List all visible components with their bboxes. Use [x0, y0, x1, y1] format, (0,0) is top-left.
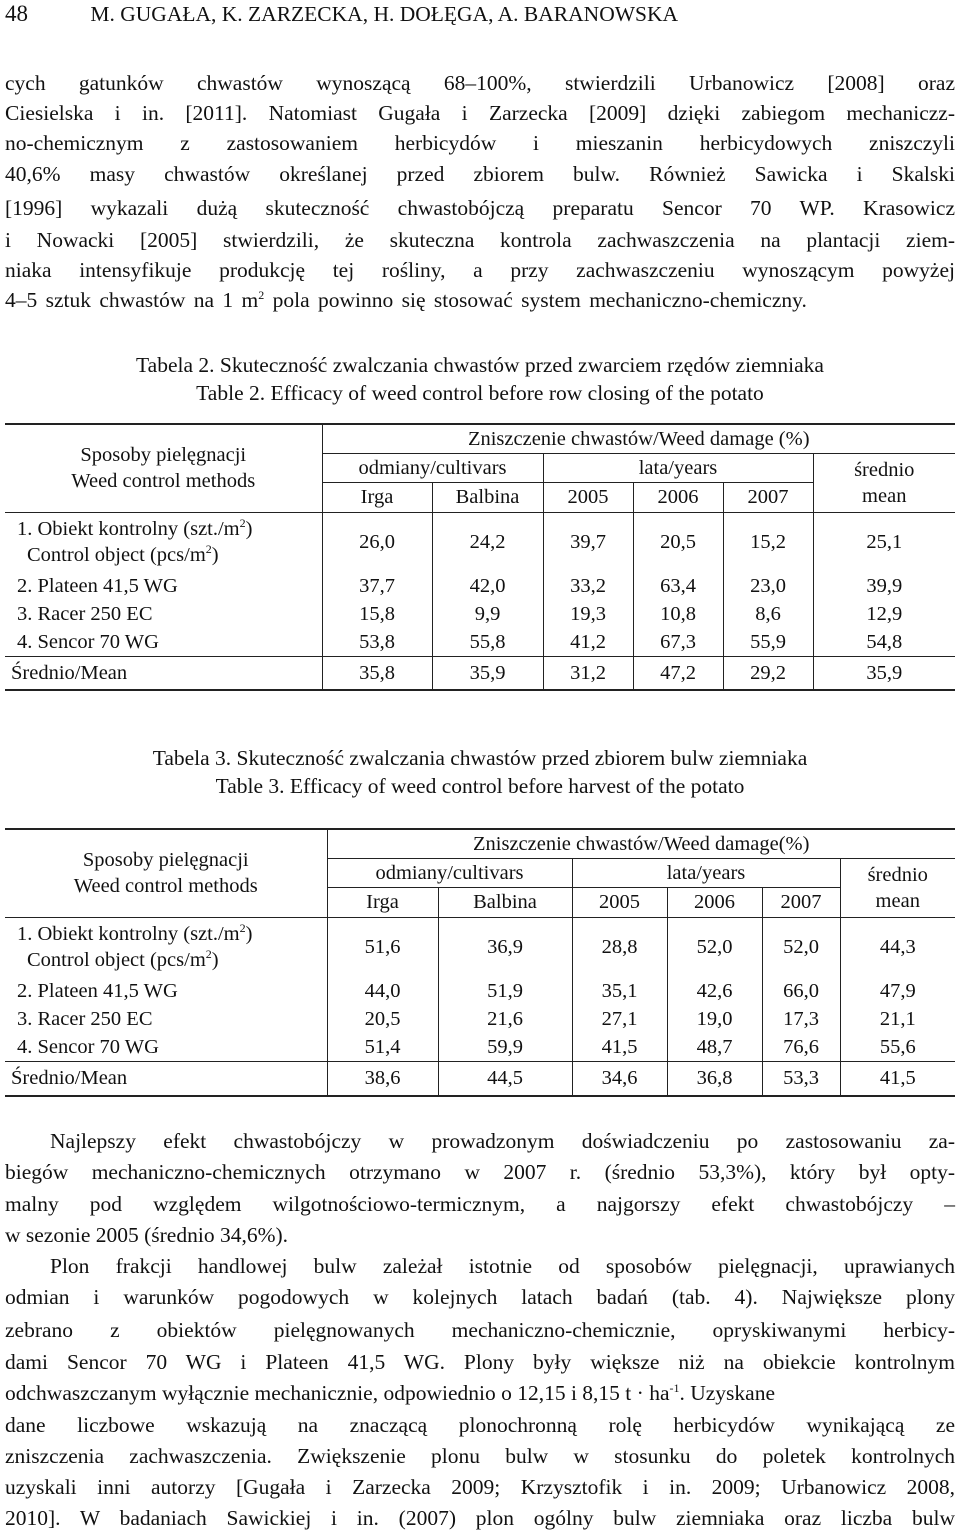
group-header: Zniszczenie chwastów/Weed damage (%) [322, 424, 955, 453]
running-header [5, 0, 678, 28]
text-line: niaka intensyfikuje produkcję tej rośliny, a przy zachwaszczeniu wynoszącym powyżej [5, 258, 955, 282]
cell: 34,6 [572, 1061, 667, 1096]
cell: 19,3 [543, 600, 633, 628]
header-text: Weed control methods [73, 875, 258, 898]
cell: 35,1 [572, 977, 667, 1005]
cell: 8,6 [723, 600, 813, 628]
header-text: mean [875, 889, 920, 912]
cell: 28,8 [572, 917, 667, 977]
cell: 21,1 [840, 1005, 955, 1033]
col-header: 2007 [723, 482, 813, 512]
table3-caption-en: Table 3. Efficacy of weed control before harvest of the potato [215, 774, 745, 798]
text-fragment: . Uzyskane [679, 1381, 776, 1405]
text-line: 40,6% masy chwastów określanej przed zbiorem bulw. Również Sawicka i Skalski [5, 162, 955, 186]
row-label: Średnio/Mean [11, 661, 128, 684]
col-header: Irga [322, 482, 432, 512]
text-fragment: 4–5 sztuk chwastów na 1 m [5, 288, 259, 312]
col-header: 2006 [667, 887, 762, 917]
text-line: Ciesielska i in. [2011]. Natomiast Gugała i Zarzecka [2009] dzięki zabiegom mechaniczz- [5, 101, 955, 125]
cultivars-header: odmiany/cultivars [322, 453, 543, 482]
cell: 67,3 [633, 628, 723, 656]
group-header: Zniszczenie chwastów/Weed damage(%) [327, 829, 955, 858]
text-line: Plon frakcji handlowej bulw zależał istotnie od sposobów pielęgnacji, uprawianych [50, 1254, 955, 1278]
cell: 44,3 [840, 917, 955, 977]
cell: 26,0 [322, 512, 432, 572]
cell: 41,5 [572, 1033, 667, 1061]
cell: 47,9 [840, 977, 955, 1005]
page-number: 48 [5, 1, 28, 26]
table-row [5, 917, 955, 977]
cell: 52,0 [762, 917, 840, 977]
cell: 17,3 [762, 1005, 840, 1033]
row-label: 1. Obiekt kontrolny $(szt./m^2)$ Control object $(pcs/m^2)$ [17, 516, 253, 567]
text-line: dami Sencor 70 WG i Plateen 41,5 WG. Plony były większe niż na obiekcie kontrolnym [5, 1350, 955, 1374]
cell: 19,0 [667, 1005, 762, 1033]
table-row-mean [5, 656, 955, 690]
row-label: 4. Sencor 70 WG [17, 630, 159, 653]
header-text: Sposoby pielęgnacji [80, 444, 247, 467]
text-line: [1996] wykazali dużą skuteczność chwastobójczą preparatu Sencor 70 WP. Krasowicz [5, 196, 955, 220]
cell: 53,8 [322, 628, 432, 656]
cell: 35,9 [432, 656, 543, 690]
cell: 39,7 [543, 512, 633, 572]
text-line: w sezonie 2005 (średnio 34,6%). [5, 1223, 289, 1247]
header-text: średnio [854, 458, 915, 481]
cell: 29,2 [723, 656, 813, 690]
row-label: 3. Racer 250 EC [17, 1008, 153, 1030]
mean-header [840, 858, 955, 917]
cell: 27,1 [572, 1005, 667, 1033]
header-text: Weed control methods [71, 470, 256, 493]
row-label: 3. Racer 250 EC [17, 603, 153, 625]
cell: 15,8 [322, 600, 432, 628]
cell: 66,0 [762, 977, 840, 1005]
cell: 59,9 [438, 1033, 572, 1061]
cell: 21,6 [438, 1005, 572, 1033]
table2-caption-en: Table 2. Efficacy of weed control before row closing of the potato [196, 381, 764, 405]
cell: 51,4 [327, 1033, 438, 1061]
text-line: odmian i warunków pogodowych w kolejnych latach badań (tab. 4). Największe plony [5, 1285, 955, 1309]
method-header [5, 829, 327, 917]
row-label: 4. Sencor 70 WG [17, 1035, 159, 1058]
cultivars-header: odmiany/cultivars [327, 858, 572, 887]
cell: 47,2 [633, 656, 723, 690]
cell: 54,8 [813, 628, 955, 656]
years-header: lata/years [572, 858, 840, 887]
text-line: no-chemicznym z zastosowaniem herbicydów i mieszanin herbicydowych zniszczyli [5, 131, 955, 155]
cell: 55,8 [432, 628, 543, 656]
cell: 41,2 [543, 628, 633, 656]
text-line: biegów mechaniczno-chemicznych otrzymano w 2007 r. (średnio 53,3%), który był opty- [5, 1160, 955, 1184]
cell: 20,5 [327, 1005, 438, 1033]
text-line: uzyskali inni autorzy [Gugała i Zarzecka 2009; Krzysztofik i in. 2009; Urbanowicz 2008, [5, 1475, 955, 1499]
cell: 51,6 [327, 917, 438, 977]
label-text: ) [211, 544, 219, 567]
superscript: 2 [205, 542, 212, 557]
cell: 33,2 [543, 572, 633, 600]
cell: 31,2 [543, 656, 633, 690]
table-row [5, 572, 955, 600]
cell: 10,8 [633, 600, 723, 628]
col-header: Balbina [438, 887, 572, 917]
cell: 41,5 [840, 1061, 955, 1096]
text-line: Najlepszy efekt chwastobójczy w prowadzonym doświadczeniu po zastosowaniu za- [50, 1129, 955, 1153]
text-line [5, 286, 955, 314]
cell: 15,2 [723, 512, 813, 572]
cell: 48,7 [667, 1033, 762, 1061]
mean-header [813, 453, 955, 512]
cell: 36,8 [667, 1061, 762, 1096]
superscript: 2 [239, 921, 246, 936]
text-line: cych gatunków chwastów wynoszącą 68–100%, stwierdzili Urbanowicz [2008] oraz [5, 71, 955, 95]
row-label: Średnio/Mean [11, 1067, 128, 1090]
cell: 35,9 [813, 656, 955, 690]
header-text: Sposoby pielęgnacji [82, 849, 249, 872]
years-header: lata/years [543, 453, 813, 482]
superscript: 2 [258, 287, 265, 302]
text-line: dane liczbowe wskazują na znaczącą plonochronną rolę herbicydów wynikającą ze [5, 1413, 955, 1437]
label-text: 1. Obiekt kontrolny (szt./m [17, 518, 240, 541]
text-line: malny pod względem wilgotnościowo-termicznym, a najgorszy efekt chwastobójczy – [5, 1192, 955, 1216]
superscript: 2 [205, 947, 212, 962]
row-label: 2. Plateen 41,5 WG [17, 980, 178, 1002]
cell: 24,2 [432, 512, 543, 572]
label-text: Control object (pcs/m [27, 949, 206, 972]
label-text: ) [211, 949, 219, 972]
table-row [5, 628, 955, 656]
text-line: zebrano z obiektów pielęgnowanych mechaniczno-chemicznie, opryskiwanymi herbicy- [5, 1318, 955, 1342]
header-text: średnio [867, 863, 928, 886]
method-header [5, 424, 322, 512]
col-header: 2007 [762, 887, 840, 917]
cell: 12,9 [813, 600, 955, 628]
text-line [5, 1379, 955, 1407]
row-label: 2. Plateen 41,5 WG [17, 575, 178, 597]
superscript: 2 [239, 516, 246, 531]
text-fragment: odchwaszczanym wyłącznie mechanicznie, odpowiednio o 12,15 i 8,15 t · ha [5, 1381, 670, 1405]
cell: 55,9 [723, 628, 813, 656]
table-row [5, 1033, 955, 1061]
cell: 53,3 [762, 1061, 840, 1096]
cell: 42,0 [432, 572, 543, 600]
col-header: 2005 [572, 887, 667, 917]
cell: 35,8 [322, 656, 432, 690]
cell: 42,6 [667, 977, 762, 1005]
cell: 76,6 [762, 1033, 840, 1061]
col-header: Balbina [432, 482, 543, 512]
text-line: 2010]. W badaniach Sawickiej i in. (2007) plon ogólny bulw ziemniaka oraz liczba bulw [5, 1506, 955, 1530]
cell: 52,0 [667, 917, 762, 977]
table2-caption-pl: Tabela 2. Skuteczność zwalczania chwastów przed zwarciem rzędów ziemniaka [136, 353, 824, 377]
label-text: 1. Obiekt kontrolny (szt./m [17, 923, 240, 946]
cell: 55,6 [840, 1033, 955, 1061]
text-line: i Nowacki [2005] stwierdzili, że skuteczna kontrola zachwaszczenia na plantacji ziem- [5, 228, 955, 252]
table-row [5, 977, 955, 1005]
cell: 51,9 [438, 977, 572, 1005]
cell: 23,0 [723, 572, 813, 600]
cell: 44,0 [327, 977, 438, 1005]
table-row [5, 600, 955, 628]
table-2 [5, 423, 955, 691]
cell: 25,1 [813, 512, 955, 572]
row-label: 1. Obiekt kontrolny $(szt./m^2)$ Control object $(pcs/m^2)$ [17, 921, 253, 972]
table-row-mean [5, 1061, 955, 1096]
text-fragment: pola powinno się stosować system mechaniczno-chemiczny. [272, 288, 807, 312]
cell: 37,7 [322, 572, 432, 600]
text-line: zniszczenia zachwaszczenia. Zwiększenie plonu bulw w stosunku do poletek kontrolnych [5, 1444, 955, 1468]
cell: 9,9 [432, 600, 543, 628]
cell: 36,9 [438, 917, 572, 977]
col-header: Irga [327, 887, 438, 917]
cell: 39,9 [813, 572, 955, 600]
table-3 [5, 828, 955, 1097]
cell: 38,6 [327, 1061, 438, 1096]
col-header: 2005 [543, 482, 633, 512]
header-text: mean [862, 484, 907, 507]
authors: M. GUGAŁA, K. ZARZECKA, H. DOŁĘGA, A. BARANOWSKA [90, 2, 679, 26]
superscript: -1 [669, 1380, 680, 1395]
cell: 63,4 [633, 572, 723, 600]
col-header: 2006 [633, 482, 723, 512]
table-row [5, 1005, 955, 1033]
table3-caption-pl: Tabela 3. Skuteczność zwalczania chwastów przed zbiorem bulw ziemniaka [152, 746, 808, 770]
cell: 20,5 [633, 512, 723, 572]
label-text: Control object (pcs/m [27, 544, 206, 567]
table-row [5, 512, 955, 572]
cell: 44,5 [438, 1061, 572, 1096]
